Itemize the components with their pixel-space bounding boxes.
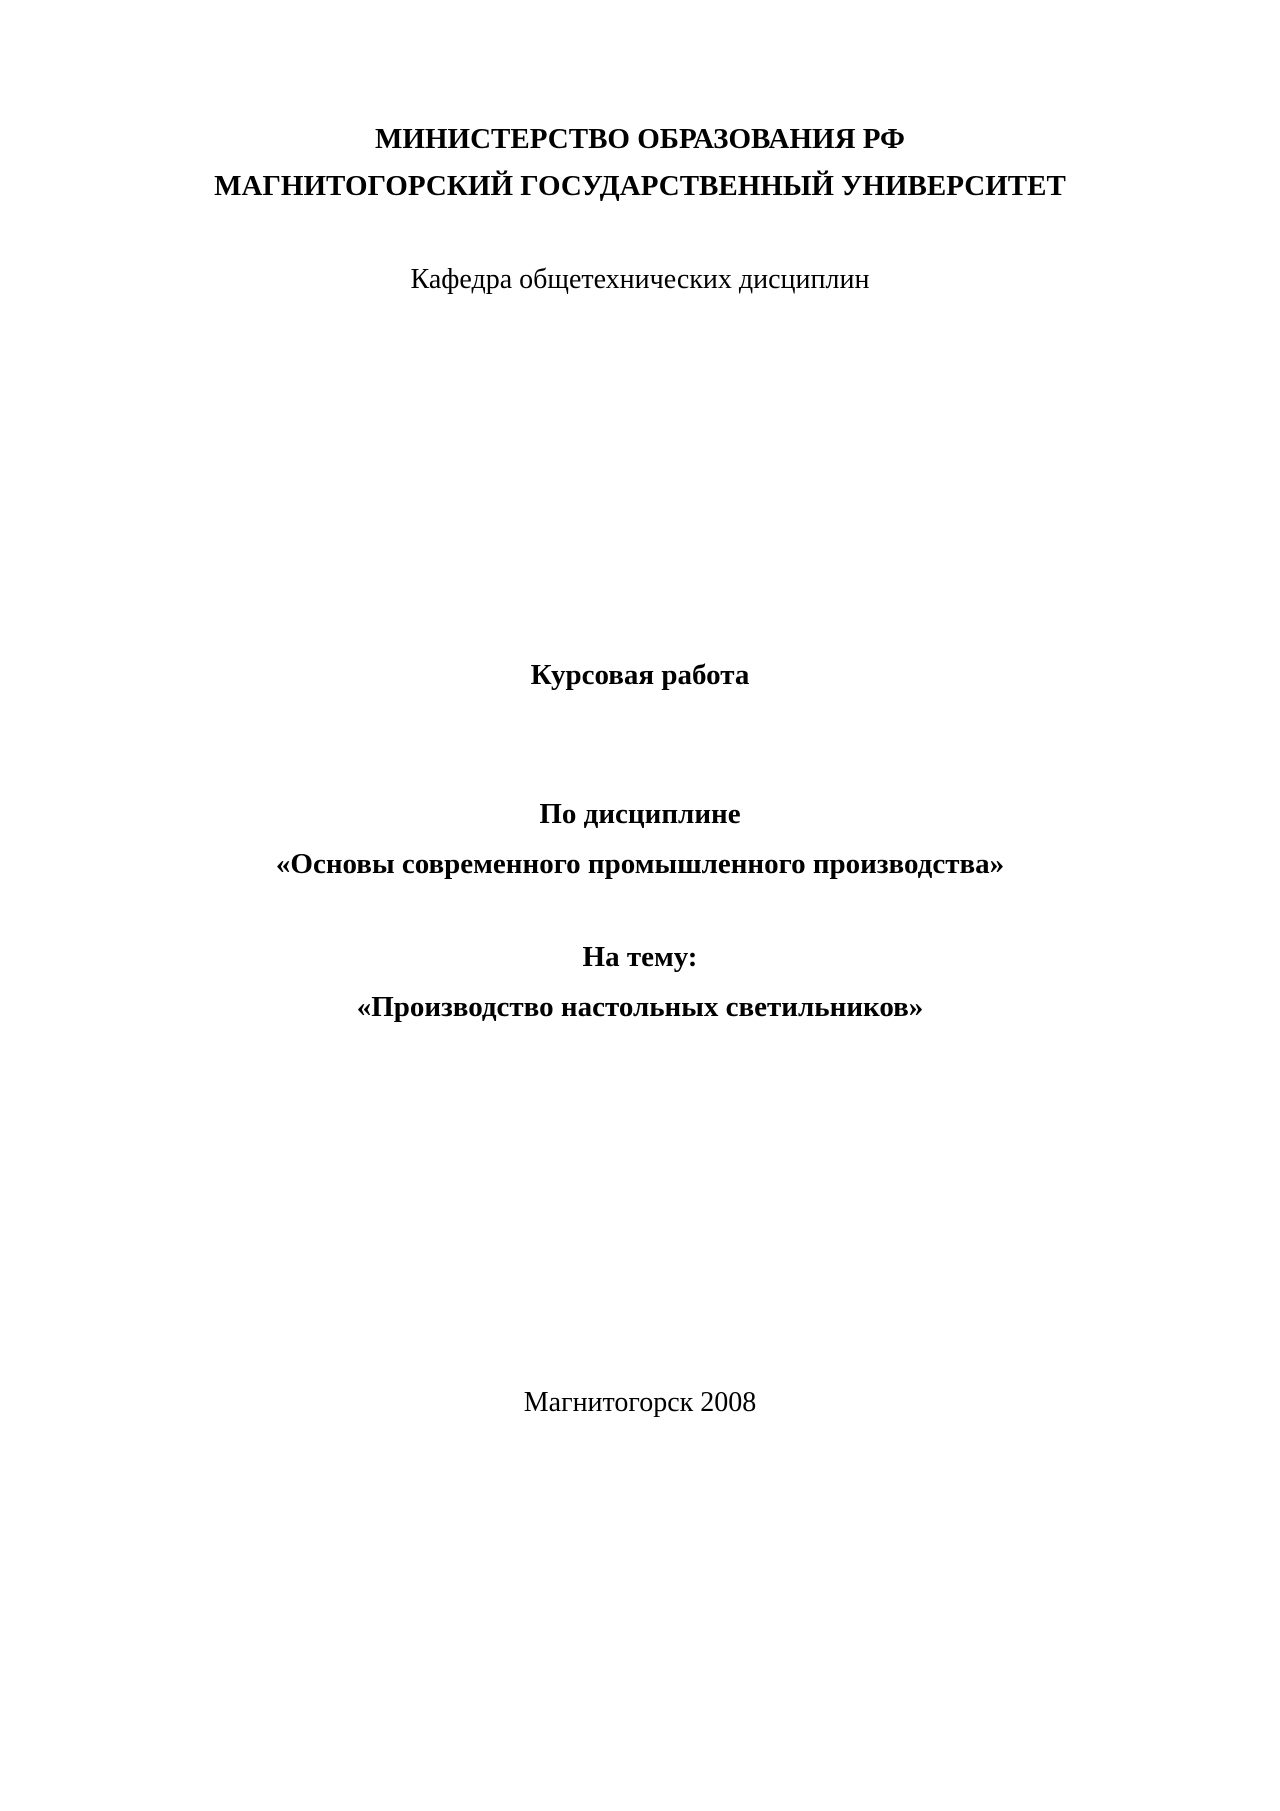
- department-name: Кафедра общетехнических дисциплин: [410, 264, 870, 295]
- city-year: Магнитогорск 2008: [523, 1387, 757, 1418]
- ministry-title: МИНИСТЕРСТВО ОБРАЗОВАНИЯ РФ: [375, 123, 905, 155]
- topic-label: На тему:: [582, 941, 698, 973]
- work-type: Курсовая работа: [530, 659, 750, 691]
- discipline-label: По дисциплине: [539, 798, 741, 830]
- university-title: МАГНИТОГОРСКИЙ ГОСУДАРСТВЕННЫЙ УНИВЕРСИТЕТ: [214, 170, 1066, 202]
- topic-name: «Производство настольных светильников»: [356, 991, 924, 1023]
- discipline-name: «Основы современного промышленного производства»: [275, 848, 1005, 880]
